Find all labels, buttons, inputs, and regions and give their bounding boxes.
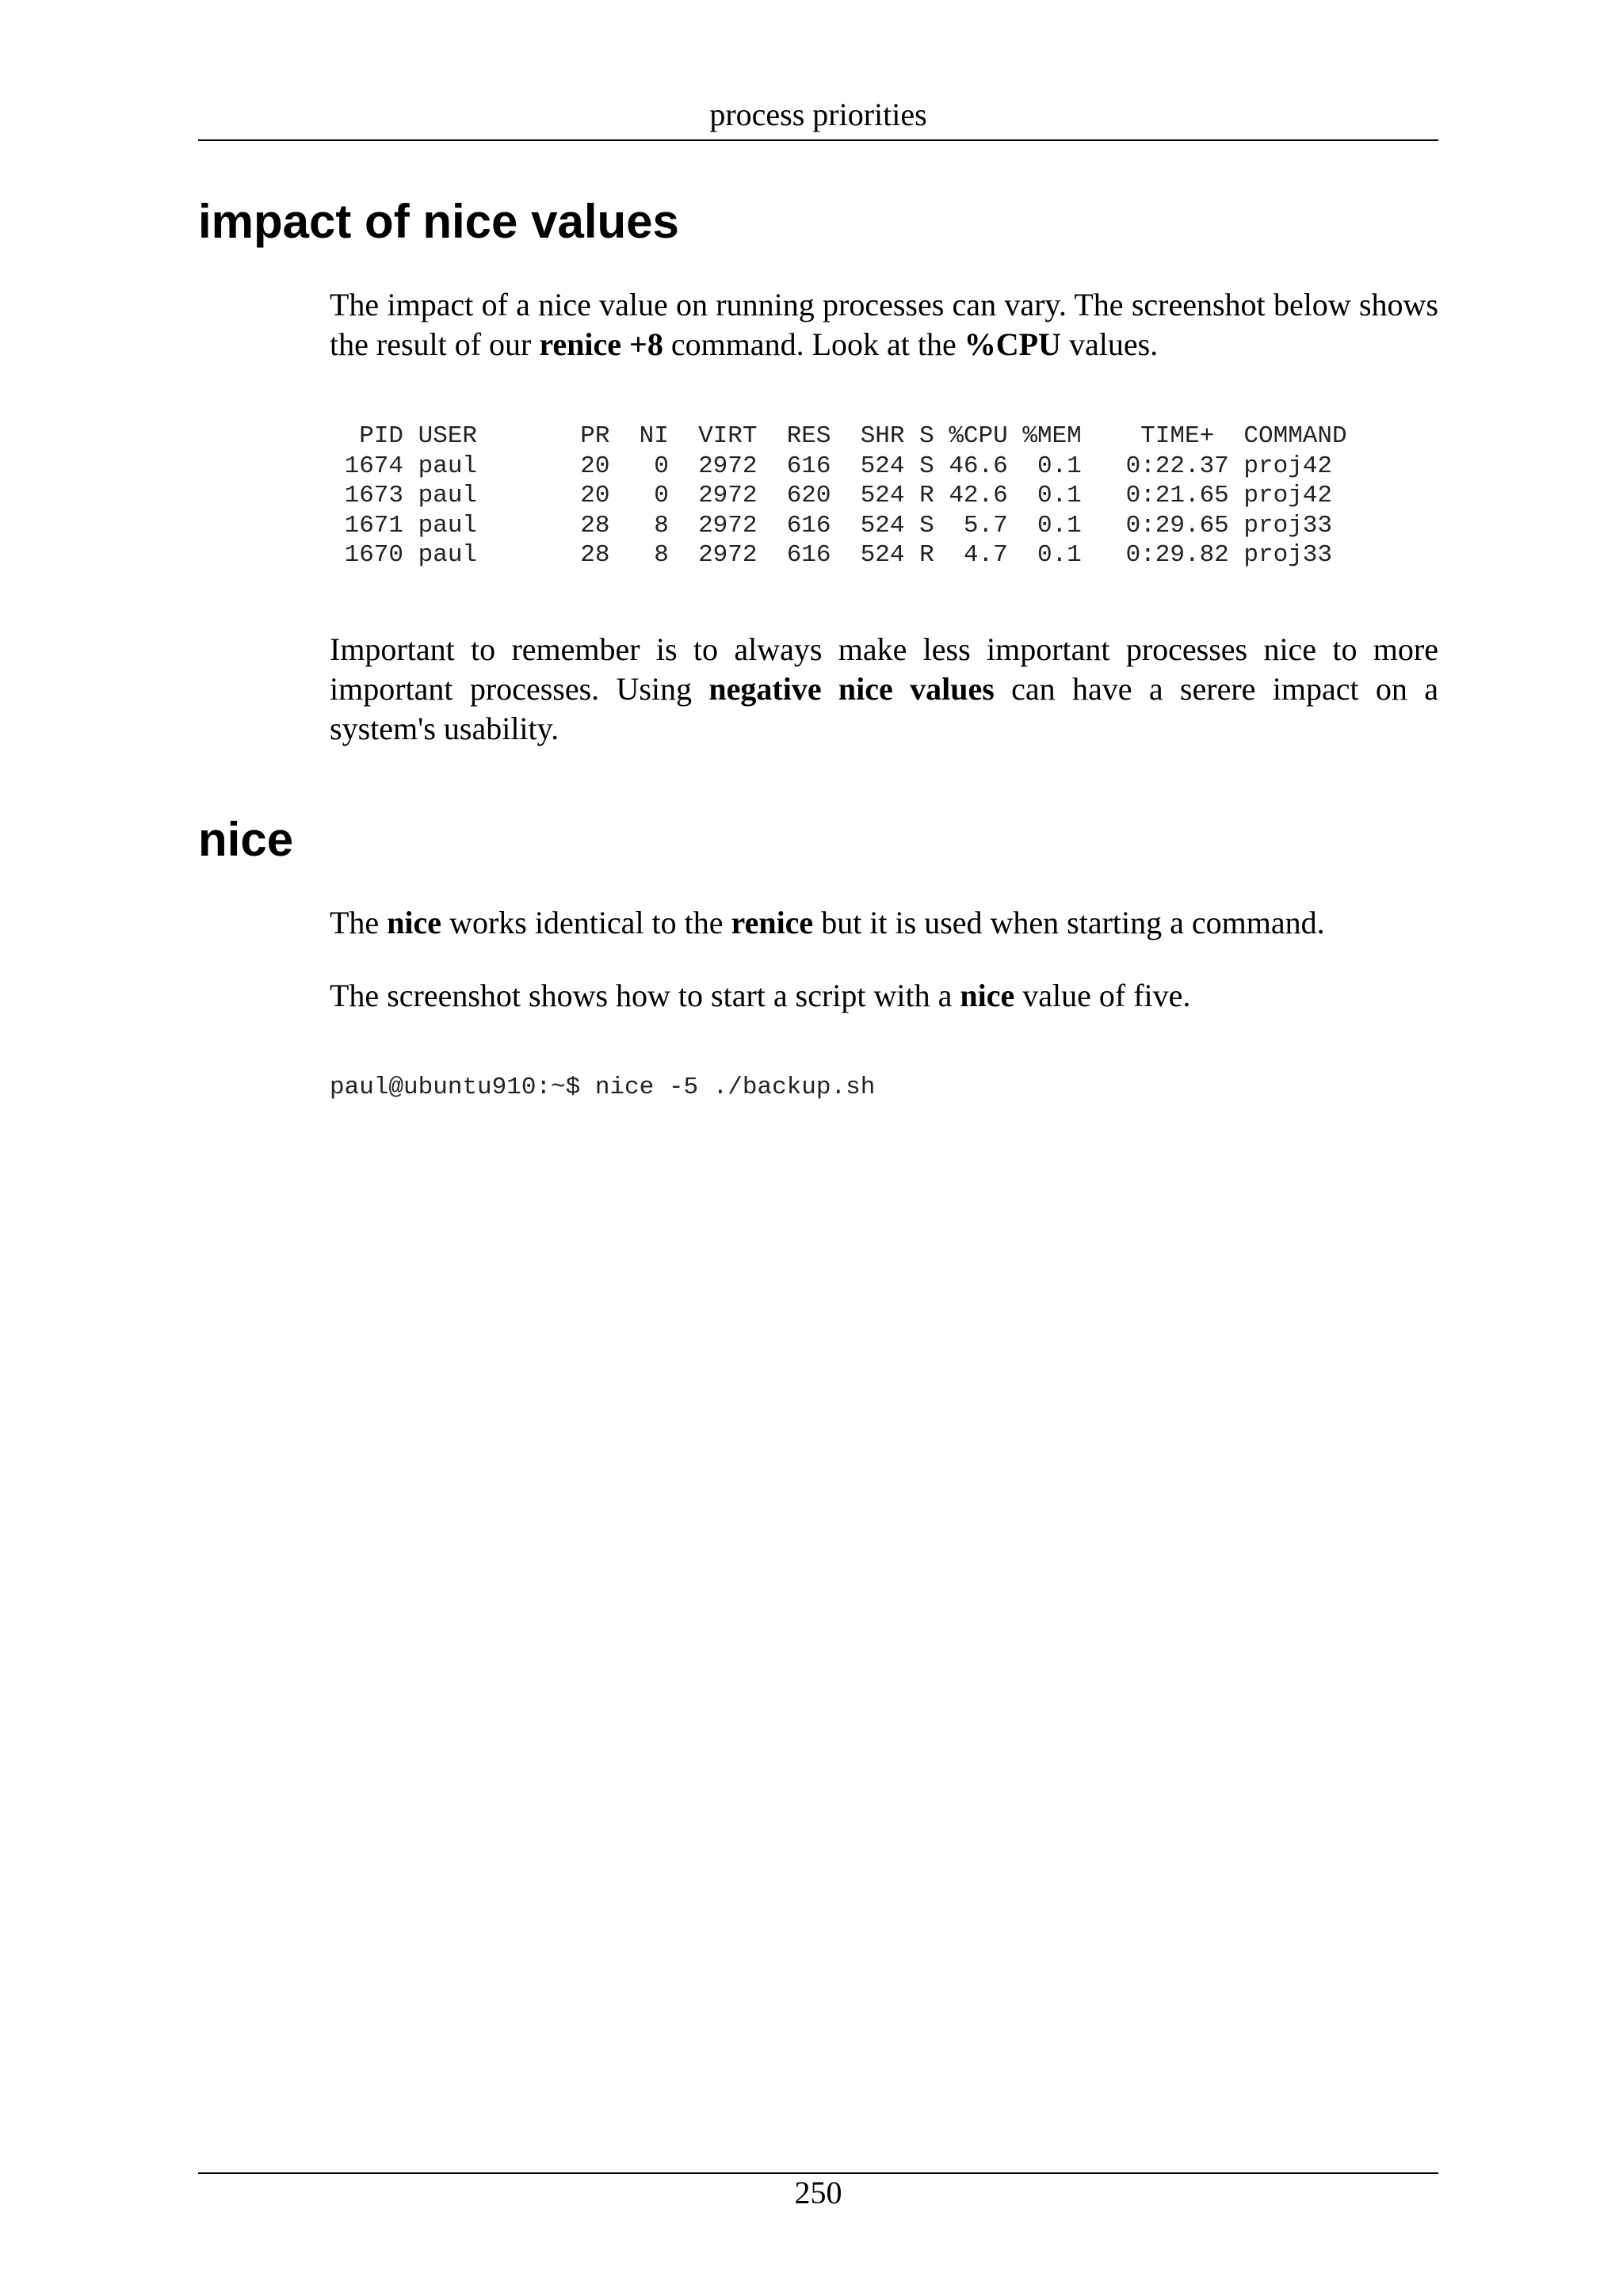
bold-term-renice: renice: [731, 905, 814, 940]
bold-term-cpu: %CPU: [964, 326, 1061, 362]
text: works identical to the: [441, 905, 731, 940]
text: values.: [1060, 326, 1159, 362]
section-heading-impact-of-nice-values: impact of nice values: [198, 195, 679, 248]
running-header: process priorities: [709, 97, 927, 132]
text: but it is used when starting a command.: [813, 905, 1325, 940]
paragraph-nice-screenshot: [330, 976, 1438, 1016]
paragraph-renice-impact: [330, 285, 1438, 364]
text: command. Look at the: [663, 326, 964, 362]
shell-command-line: paul@ubuntu910:~$ nice -5 ./backup.sh: [330, 1074, 876, 1101]
top-output-row: 1670 paul 28 8 2972 616 524 R 4.7 0.1 0:29.82 proj33: [330, 541, 1333, 569]
page-number: 250: [794, 2175, 842, 2210]
top-output-row: 1671 paul 28 8 2972 616 524 S 5.7 0.1 0:29.65 proj33: [330, 511, 1333, 540]
paragraph-important-to-remember: [330, 630, 1438, 749]
text: can have a serere impact on a system's usability.: [330, 671, 1439, 746]
nice-command-screenshot: [330, 1073, 875, 1103]
header-rule: [198, 139, 1438, 141]
text: Important to remember is to always make less important processes nice to more important processes. Using: [330, 631, 1438, 707]
text: The: [330, 905, 388, 940]
paragraph-nice-description: [330, 903, 1438, 943]
top-output-screenshot: [330, 421, 1347, 570]
bold-term-negative-nice-values: negative nice values: [708, 671, 995, 707]
top-output-row: 1674 paul 20 0 2972 616 524 S 46.6 0.1 0:22.37 proj42: [330, 452, 1333, 480]
text: The screenshot shows how to start a script with a: [330, 978, 960, 1013]
top-output-row: 1673 paul 20 0 2972 620 524 R 42.6 0.1 0:21.65 proj42: [330, 482, 1333, 509]
bold-term-nice: nice: [960, 978, 1015, 1013]
top-output-header-line: PID USER PR NI VIRT RES SHR S %CPU %MEM TIME+ COMMAND: [330, 422, 1347, 450]
text: value of five.: [1014, 978, 1191, 1013]
section-heading-nice: nice: [198, 813, 294, 866]
text: The impact of a nice value on running processes can vary. The screenshot below shows the result of our: [330, 287, 1438, 362]
bold-term-nice: nice: [387, 905, 442, 940]
bold-term-renice-plus-8: renice +8: [539, 326, 663, 362]
